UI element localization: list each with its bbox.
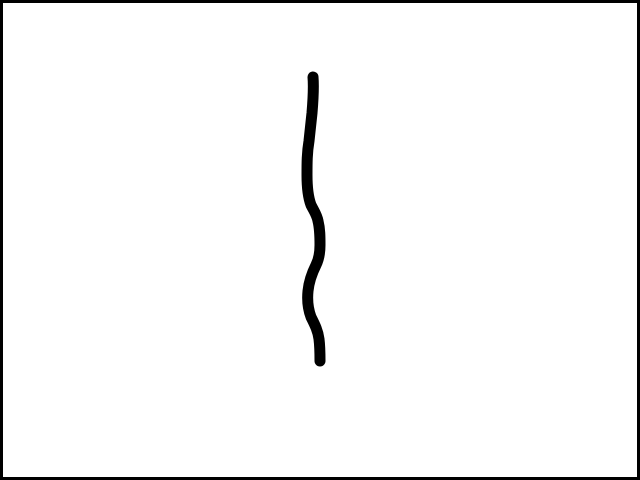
drawing-surface[interactable]	[3, 3, 637, 477]
freehand-stroke	[307, 77, 320, 361]
